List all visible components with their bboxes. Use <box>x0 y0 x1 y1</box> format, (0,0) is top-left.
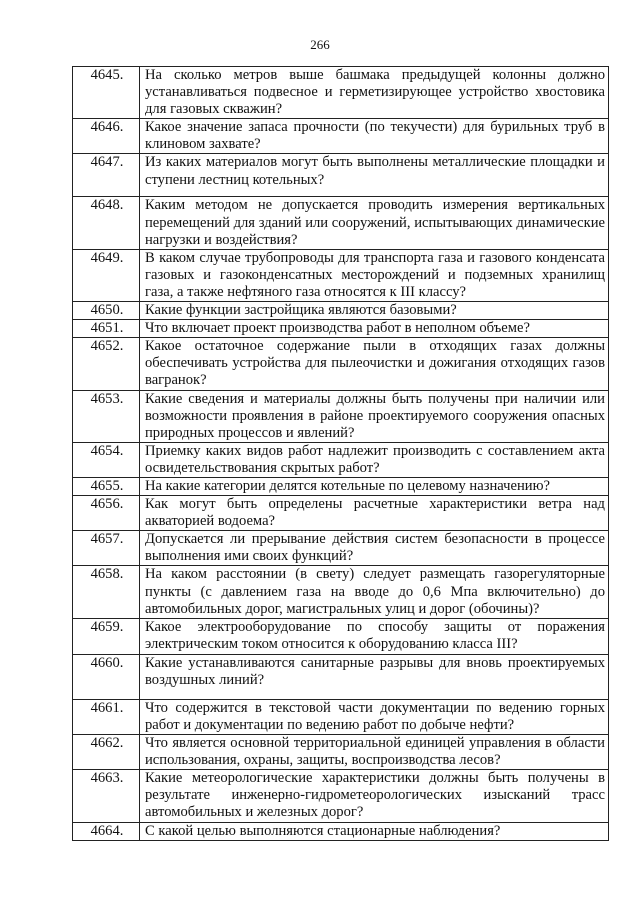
question-text: Приемку каких видов работ надлежит производить с составлением акта освидетельствования скрытых работ? <box>140 442 609 477</box>
question-text: Из каких материалов могут быть выполнены металлические площадки и ступени лестниц котельных? <box>140 154 609 197</box>
question-number: 4658. <box>73 566 140 618</box>
table-row <box>73 67 609 119</box>
question-number: 4653. <box>73 390 140 442</box>
table-row <box>73 197 609 249</box>
question-text: На какие категории делятся котельные по целевому назначению? <box>140 477 609 495</box>
question-number: 4650. <box>73 302 140 320</box>
table-row <box>73 477 609 495</box>
table-row <box>73 119 609 154</box>
question-number: 4664. <box>73 823 140 841</box>
question-number: 4661. <box>73 699 140 734</box>
question-number: 4655. <box>73 477 140 495</box>
table-row <box>73 390 609 442</box>
question-text: В каком случае трубопроводы для транспорта газа и газового конденсата газовых и газоконденсатных месторождений и подземных хранилищ газа, а также нефтяного газа относятся к III классу? <box>140 249 609 301</box>
table-row <box>73 320 609 338</box>
question-number: 4645. <box>73 67 140 119</box>
table-row <box>73 496 609 531</box>
question-text: Что является основной территориальной единицей управления в области использования, охраны, защиты, воспроизводства лесов? <box>140 734 609 769</box>
page-number: 266 <box>310 37 330 52</box>
question-number: 4652. <box>73 338 140 390</box>
table-row <box>73 734 609 769</box>
table-row <box>73 618 609 654</box>
question-number: 4646. <box>73 119 140 154</box>
question-number: 4648. <box>73 197 140 249</box>
question-number: 4656. <box>73 496 140 531</box>
question-text: Как могут быть определены расчетные характеристики ветра над акваторией водоема? <box>140 496 609 531</box>
table-row <box>73 566 609 618</box>
question-text: Какие устанавливаются санитарные разрывы для вновь проектируемых воздушных линий? <box>140 654 609 699</box>
question-text: Каким методом не допускается проводить измерения вертикальных перемещений для зданий или сооружений, испытывающих динамические нагрузки и воздействия? <box>140 197 609 249</box>
question-text: С какой целью выполняются стационарные наблюдения? <box>140 823 609 841</box>
question-number: 4654. <box>73 442 140 477</box>
table-row <box>73 302 609 320</box>
table-row <box>73 338 609 390</box>
question-text: Какое остаточное содержание пыли в отходящих газах должны обеспечивать устройства для пылеочистки и дожигания отходящих газов вагранок? <box>140 338 609 390</box>
question-number: 4649. <box>73 249 140 301</box>
question-text: Какие функции застройщика являются базовыми? <box>140 302 609 320</box>
question-number: 4660. <box>73 654 140 699</box>
question-text: Что содержится в текстовой части документации по ведению горных работ и документации по ведению работ по добыче нефти? <box>140 699 609 734</box>
question-text: Что включает проект производства работ в неполном объеме? <box>140 320 609 338</box>
table-row <box>73 823 609 841</box>
question-text: Допускается ли прерывание действия систем безопасности в процессе выполнения ими своих функций? <box>140 531 609 566</box>
question-text: На каком расстоянии (в свету) следует размещать газорегуляторные пункты (с давлением газа на вводе до 0,6 Мпа включительно) до автомобильных дорог, магистральных улиц и дорог (обочины)? <box>140 566 609 618</box>
question-text: Какие сведения и материалы должны быть получены при наличии или возможности проявления в районе проектируемого сооружения опасных природных процессов и явлений? <box>140 390 609 442</box>
question-text: Какие метеорологические характеристики должны быть получены в результате инженерно-гидрометеорологических изысканий трасс автомобильных и железных дорог? <box>140 770 609 823</box>
table-row <box>73 654 609 699</box>
question-number: 4662. <box>73 734 140 769</box>
table-row <box>73 249 609 301</box>
table-row <box>73 699 609 734</box>
question-number: 4651. <box>73 320 140 338</box>
question-number: 4663. <box>73 770 140 823</box>
table-row <box>73 770 609 823</box>
question-text: Какое электрооборудование по способу защиты от поражения электрическим током относится к оборудованию класса III? <box>140 618 609 654</box>
questions-table <box>72 66 609 841</box>
table-row <box>73 154 609 197</box>
table-row <box>73 531 609 566</box>
question-number: 4657. <box>73 531 140 566</box>
table-row <box>73 442 609 477</box>
question-text: На сколько метров выше башмака предыдущей колонны должно устанавливаться подвесное и герметизирующее устройство хвостовика для газовых скважин? <box>140 67 609 119</box>
question-number: 4647. <box>73 154 140 197</box>
question-text: Какое значение запаса прочности (по текучести) для бурильных труб в клиновом захвате? <box>140 119 609 154</box>
question-number: 4659. <box>73 618 140 654</box>
